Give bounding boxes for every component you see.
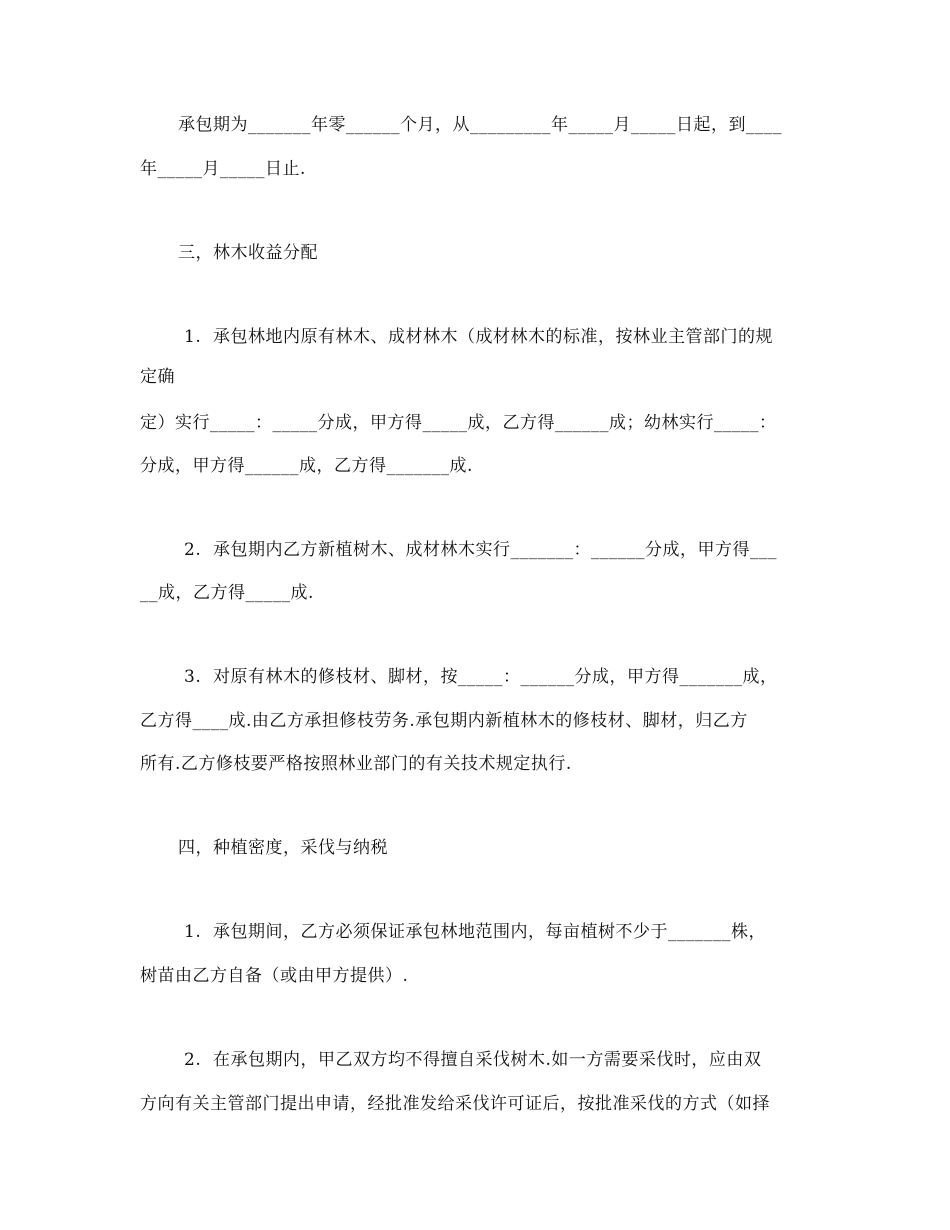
clause-3-3-line-2: 乙方得____成.由乙方承担修枝劳务.承包期内新植林木的修枝材、脚材，归乙方 bbox=[140, 711, 748, 731]
clause-3-1-line-4: 分成，甲方得______成，乙方得_______成. bbox=[140, 456, 473, 476]
contract-term-line-2: 年_____月_____日止. bbox=[140, 159, 306, 179]
clause-3-3-line-1: 3. 对原有林木的修枝材、脚材，按_____：______分成，甲方得_______成， bbox=[184, 667, 778, 687]
clause-4-1-line-1: 1. 承包期间，乙方必须保证承包林地范围内，每亩植树不少于_______株， bbox=[184, 922, 767, 942]
clause-3-1-line-2: 定确 bbox=[140, 367, 175, 387]
contract-term-line-1: 承包期为_______年零______个月，从_________年_____月_____日起，到____ bbox=[178, 115, 782, 135]
clause-4-1-line-2: 树苗由乙方自备（或由甲方提供）. bbox=[140, 966, 409, 986]
clause-3-2-line-1: 2. 承包期内乙方新植树木、成材林木实行_______：______分成，甲方得___ bbox=[184, 540, 778, 560]
clause-3-1-line-1: 1. 承包林地内原有林木、成材林木（成材林木的标准，按林业主管部门的规 bbox=[184, 327, 774, 347]
clause-3-3-line-3: 所有.乙方修枝要严格按照林业部门的有关技术规定执行. bbox=[140, 754, 572, 774]
clause-4-2-line-1: 2. 在承包期内，甲乙双方均不得擅自采伐树木.如一方需要采伐时，应由双 bbox=[184, 1050, 762, 1070]
clause-3-2-line-2: __成，乙方得_____成. bbox=[140, 583, 314, 603]
clause-4-2-line-2: 方向有关主管部门提出申请，经批准发给采伐许可证后，按批准采伐的方式（如择 bbox=[140, 1094, 770, 1114]
section-heading-4: 四，种植密度，采伐与纳税 bbox=[178, 838, 388, 858]
section-heading-3: 三，林木收益分配 bbox=[178, 243, 318, 263]
clause-3-1-line-3: 定）实行_____：_____分成，甲方得_____成，乙方得______成；幼林实行_____： bbox=[140, 413, 777, 433]
